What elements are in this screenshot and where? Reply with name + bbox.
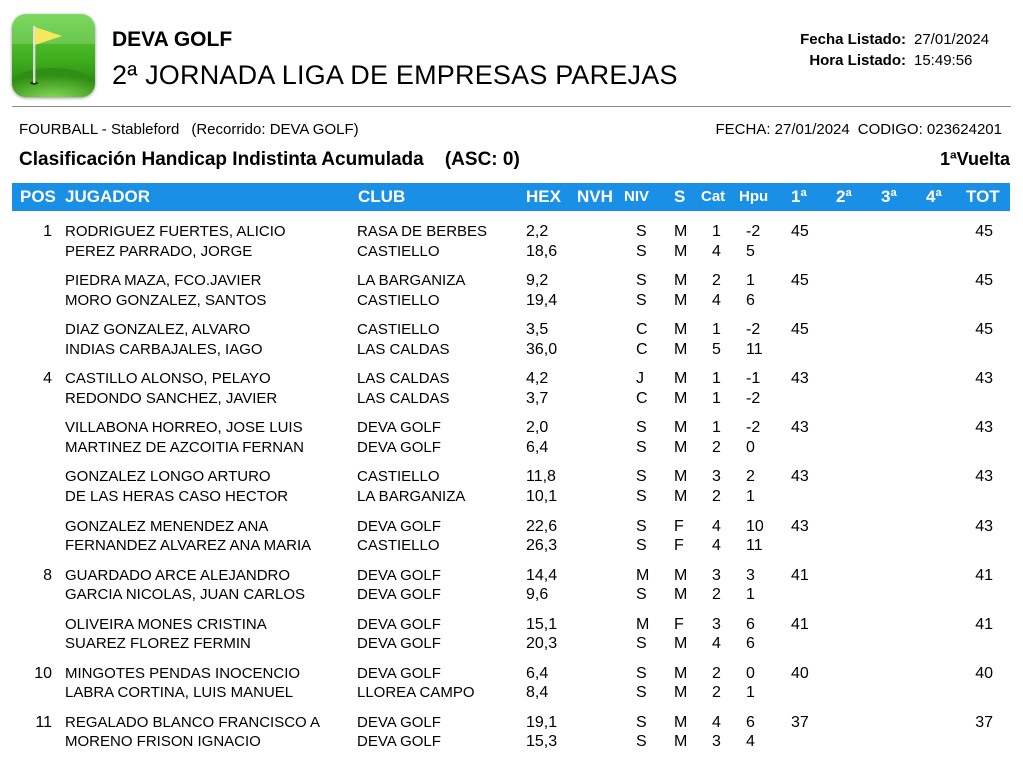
player-club: CASTIELLO <box>357 242 440 260</box>
table-row <box>0 468 1023 517</box>
player-name: MARTINEZ DE AZCOITIA FERNAN <box>65 438 304 456</box>
player-sex: M <box>674 586 688 604</box>
player-hpu: -1 <box>746 370 761 388</box>
col-hpu: Hpu <box>739 188 769 205</box>
course-name: (Recorrido: DEVA GOLF) <box>191 121 359 138</box>
player-sex: M <box>674 733 688 751</box>
player-sex: M <box>674 635 688 653</box>
total-score: 37 <box>975 713 993 731</box>
player-hex: 3,7 <box>526 389 549 407</box>
player-sex: M <box>674 223 688 240</box>
position: 10 <box>34 664 52 682</box>
round-1-score: 41 <box>791 615 809 633</box>
player-hex: 11,8 <box>526 468 556 486</box>
player-niv: S <box>636 242 647 260</box>
player-hpu: 6 <box>746 635 755 653</box>
player-sex: M <box>674 664 688 682</box>
player-hpu: 0 <box>746 438 755 456</box>
hora-listado-label: Hora Listado: <box>809 52 906 69</box>
col-s: S <box>674 187 686 206</box>
table-row <box>0 567 1023 616</box>
player-hpu: 1 <box>746 586 755 604</box>
player-cat: 2 <box>712 438 721 456</box>
table-row <box>0 272 1023 321</box>
player-cat: 1 <box>712 321 721 339</box>
player-club: DEVA GOLF <box>357 566 441 584</box>
total-score: 40 <box>975 664 993 682</box>
table-row <box>0 714 1023 763</box>
player-hex: 26,3 <box>526 537 558 555</box>
player-niv: S <box>636 438 647 456</box>
round-1-score: 43 <box>791 468 809 486</box>
position: 1 <box>43 223 52 240</box>
format-line <box>19 121 359 138</box>
player-sex: F <box>674 615 684 633</box>
player-niv: C <box>636 340 648 358</box>
player-hex: 15,1 <box>526 615 558 633</box>
player-hex: 6,4 <box>526 664 549 682</box>
player-cat: 2 <box>712 664 721 682</box>
player-hpu: 10 <box>746 517 764 535</box>
player-club: DEVA GOLF <box>357 713 441 731</box>
player-sex: M <box>674 566 688 584</box>
player-cat: 2 <box>712 586 721 604</box>
player-name: REGALADO BLANCO FRANCISCO A <box>65 713 321 731</box>
total-score: 45 <box>975 272 993 290</box>
player-club: LAS CALDAS <box>357 370 450 388</box>
col-round-3: 3ª <box>881 187 897 206</box>
event-code: CODIGO: 023624201 <box>857 121 1002 138</box>
player-name: INDIAS CARBAJALES, IAGO <box>65 340 263 358</box>
player-hex: 36,0 <box>526 340 558 358</box>
round-1-score: 45 <box>791 223 809 240</box>
player-club: LAS CALDAS <box>357 340 450 358</box>
player-hex: 18,6 <box>526 242 558 260</box>
player-club: LA BARGANIZA <box>357 487 466 505</box>
player-niv: S <box>636 664 647 682</box>
round-1-score: 37 <box>791 713 809 731</box>
table-row <box>0 419 1023 468</box>
player-hpu: 1 <box>746 684 755 702</box>
classification-name: Clasificación Handicap Indistinta Acumulada <box>19 149 424 170</box>
golf-flag-icon <box>12 14 95 97</box>
player-cat: 4 <box>712 242 721 260</box>
player-sex: M <box>674 419 688 437</box>
player-hpu: 6 <box>746 615 755 633</box>
player-hex: 19,4 <box>526 291 558 309</box>
player-club: LA BARGANIZA <box>357 272 466 290</box>
player-cat: 3 <box>712 733 721 751</box>
player-club: DEVA GOLF <box>357 438 441 456</box>
total-score: 45 <box>975 321 993 339</box>
player-hpu: -2 <box>746 389 761 407</box>
player-niv: S <box>636 586 647 604</box>
player-niv: S <box>636 468 647 486</box>
total-score: 41 <box>975 615 993 633</box>
player-cat: 2 <box>712 272 721 290</box>
player-cat: 4 <box>712 537 721 555</box>
position: 4 <box>43 370 52 388</box>
player-club: DEVA GOLF <box>357 733 441 751</box>
player-hpu: -2 <box>746 223 761 240</box>
player-niv: S <box>636 635 647 653</box>
player-hpu: 0 <box>746 664 755 682</box>
player-hex: 15,3 <box>526 733 558 751</box>
player-sex: M <box>674 321 688 339</box>
player-niv: S <box>636 537 647 555</box>
classification-title <box>19 149 520 171</box>
table-row <box>0 223 1023 272</box>
player-niv: S <box>636 517 647 535</box>
player-hex: 9,6 <box>526 586 549 604</box>
results-table <box>0 223 1023 763</box>
player-name: GONZALEZ LONGO ARTURO <box>65 468 271 486</box>
player-niv: M <box>636 566 650 584</box>
player-hpu: 11 <box>746 340 763 358</box>
player-hex: 19,1 <box>526 713 558 731</box>
round-1-score: 45 <box>791 272 809 290</box>
player-niv: S <box>636 419 647 437</box>
player-name: MINGOTES PENDAS INOCENCIO <box>65 664 301 682</box>
player-cat: 4 <box>712 713 721 731</box>
event-date: FECHA: 27/01/2024 <box>715 121 850 138</box>
player-name: LABRA CORTINA, LUIS MANUEL <box>65 684 294 702</box>
player-sex: M <box>674 370 688 388</box>
player-cat: 4 <box>712 635 721 653</box>
player-name: RODRIGUEZ FUERTES, ALICIO <box>65 223 286 240</box>
player-sex: M <box>674 340 688 358</box>
player-niv: C <box>636 389 648 407</box>
position: 8 <box>43 566 52 584</box>
col-round-4: 4ª <box>926 187 942 206</box>
player-name: REDONDO SANCHEZ, JAVIER <box>65 389 278 407</box>
player-sex: M <box>674 684 688 702</box>
player-niv: M <box>636 615 650 633</box>
player-niv: S <box>636 733 647 751</box>
player-sex: M <box>674 438 688 456</box>
player-cat: 1 <box>712 223 721 240</box>
col-jugador: JUGADOR <box>65 187 151 206</box>
col-pos: POS <box>20 187 56 206</box>
player-name: MORO GONZALEZ, SANTOS <box>65 291 267 309</box>
player-hpu: 5 <box>746 242 755 260</box>
player-name: GUARDADO ARCE ALEJANDRO <box>65 566 291 584</box>
player-name: FERNANDEZ ALVAREZ ANA MARIA <box>65 537 312 555</box>
fecha-listado-label: Fecha Listado: <box>800 31 906 48</box>
player-club: LAS CALDAS <box>357 389 450 407</box>
player-hpu: -2 <box>746 419 761 437</box>
table-row <box>0 518 1023 567</box>
player-name: VILLABONA HORREO, JOSE LUIS <box>65 419 303 437</box>
round-1-score: 43 <box>791 517 809 535</box>
total-score: 43 <box>975 419 993 437</box>
player-hex: 14,4 <box>526 566 558 584</box>
player-hpu: -2 <box>746 321 761 339</box>
player-hex: 4,2 <box>526 370 549 388</box>
round-1-score: 45 <box>791 321 809 339</box>
player-cat: 3 <box>712 566 721 584</box>
player-niv: J <box>636 370 644 388</box>
col-hex: HEX <box>526 187 561 206</box>
hora-listado-value: 15:49:56 <box>914 52 973 69</box>
player-cat: 1 <box>712 370 721 388</box>
player-hex: 2,0 <box>526 419 549 437</box>
player-hpu: 1 <box>746 487 755 505</box>
table-header <box>12 183 1010 211</box>
player-hex: 22,6 <box>526 517 558 535</box>
player-hex: 3,5 <box>526 321 549 339</box>
player-name: PEREZ PARRADO, JORGE <box>65 242 253 260</box>
total-score: 43 <box>975 468 993 486</box>
player-hpu: 11 <box>746 537 763 555</box>
player-hex: 2,2 <box>526 223 549 240</box>
round-1-score: 41 <box>791 566 809 584</box>
player-name: GARCIA NICOLAS, JUAN CARLOS <box>65 586 306 604</box>
event-title: 2ª JORNADA LIGA DE EMPRESAS PAREJAS <box>112 60 678 90</box>
club-name: DEVA GOLF <box>112 28 233 51</box>
round-1-score: 40 <box>791 664 809 682</box>
player-name: CASTILLO ALONSO, PELAYO <box>65 370 271 388</box>
round-1-score: 43 <box>791 419 809 437</box>
col-niv: NIV <box>624 188 650 205</box>
player-sex: M <box>674 272 688 290</box>
col-round-2: 2ª <box>836 187 852 206</box>
club-logo <box>12 14 95 97</box>
player-club: DEVA GOLF <box>357 419 441 437</box>
total-score: 43 <box>975 517 993 535</box>
player-club: DEVA GOLF <box>357 664 441 682</box>
player-club: CASTIELLO <box>357 291 440 309</box>
player-club: DEVA GOLF <box>357 615 441 633</box>
player-niv: S <box>636 487 647 505</box>
game-format: FOURBALL - Stableford <box>19 121 180 138</box>
player-name: DIAZ GONZALEZ, ALVARO <box>65 321 251 339</box>
player-sex: M <box>674 468 688 486</box>
col-total: TOT <box>966 187 1000 206</box>
player-hex: 8,4 <box>526 684 549 702</box>
player-sex: F <box>674 517 684 535</box>
col-nvh: NVH <box>577 187 613 206</box>
player-hex: 9,2 <box>526 272 549 290</box>
player-club: LLOREA CAMPO <box>357 684 475 702</box>
player-name: PIEDRA MAZA, FCO.JAVIER <box>65 272 262 290</box>
player-hex: 6,4 <box>526 438 549 456</box>
player-cat: 3 <box>712 615 721 633</box>
player-sex: M <box>674 487 688 505</box>
header-divider <box>12 106 1011 107</box>
player-hpu: 3 <box>746 566 755 584</box>
player-cat: 1 <box>712 389 721 407</box>
player-name: GONZALEZ MENENDEZ ANA <box>65 517 269 535</box>
player-club: CASTIELLO <box>357 537 440 555</box>
position: 11 <box>35 713 52 731</box>
player-cat: 1 <box>712 419 721 437</box>
player-club: RASA DE BERBES <box>357 223 488 240</box>
player-cat: 2 <box>712 487 721 505</box>
player-niv: S <box>636 291 647 309</box>
table-row <box>0 616 1023 665</box>
player-hpu: 4 <box>746 733 755 751</box>
total-score: 45 <box>975 223 993 240</box>
table-row <box>0 665 1023 714</box>
player-hpu: 2 <box>746 468 755 486</box>
round-1-score: 43 <box>791 370 809 388</box>
player-niv: S <box>636 272 647 290</box>
col-round-1: 1ª <box>791 187 807 206</box>
player-name: OLIVEIRA MONES CRISTINA <box>65 615 267 633</box>
player-club: DEVA GOLF <box>357 635 441 653</box>
round-label: 1ªVuelta <box>939 149 1010 169</box>
player-club: CASTIELLO <box>357 321 440 339</box>
player-club: CASTIELLO <box>357 468 440 486</box>
player-niv: S <box>636 684 647 702</box>
total-score: 43 <box>975 370 993 388</box>
player-sex: M <box>674 713 688 731</box>
player-name: DE LAS HERAS CASO HECTOR <box>65 487 289 505</box>
player-hex: 20,3 <box>526 635 558 653</box>
player-hpu: 6 <box>746 713 755 731</box>
player-sex: M <box>674 242 688 260</box>
player-niv: S <box>636 713 647 731</box>
player-niv: C <box>636 321 648 339</box>
player-sex: M <box>674 291 688 309</box>
total-score: 41 <box>975 566 993 584</box>
player-name: MORENO FRISON IGNACIO <box>65 733 261 751</box>
asc-value: (ASC: 0) <box>444 149 520 170</box>
fecha-listado-value: 27/01/2024 <box>914 31 990 48</box>
player-cat: 5 <box>712 340 721 358</box>
date-code <box>715 121 1002 138</box>
player-sex: F <box>674 537 684 555</box>
player-club: DEVA GOLF <box>357 517 441 535</box>
player-cat: 4 <box>712 291 721 309</box>
player-club: DEVA GOLF <box>357 586 441 604</box>
table-row <box>0 321 1023 370</box>
player-cat: 3 <box>712 468 721 486</box>
player-name: SUAREZ FLOREZ FERMIN <box>65 635 251 653</box>
table-row <box>0 370 1023 419</box>
col-cat: Cat <box>701 188 726 205</box>
player-hpu: 1 <box>746 272 755 290</box>
player-sex: M <box>674 389 688 407</box>
player-hpu: 6 <box>746 291 755 309</box>
col-club: CLUB <box>358 187 406 206</box>
player-cat: 2 <box>712 684 721 702</box>
listing-meta <box>800 29 995 71</box>
player-niv: S <box>636 223 647 240</box>
player-hex: 10,1 <box>526 487 558 505</box>
player-cat: 4 <box>712 517 721 535</box>
